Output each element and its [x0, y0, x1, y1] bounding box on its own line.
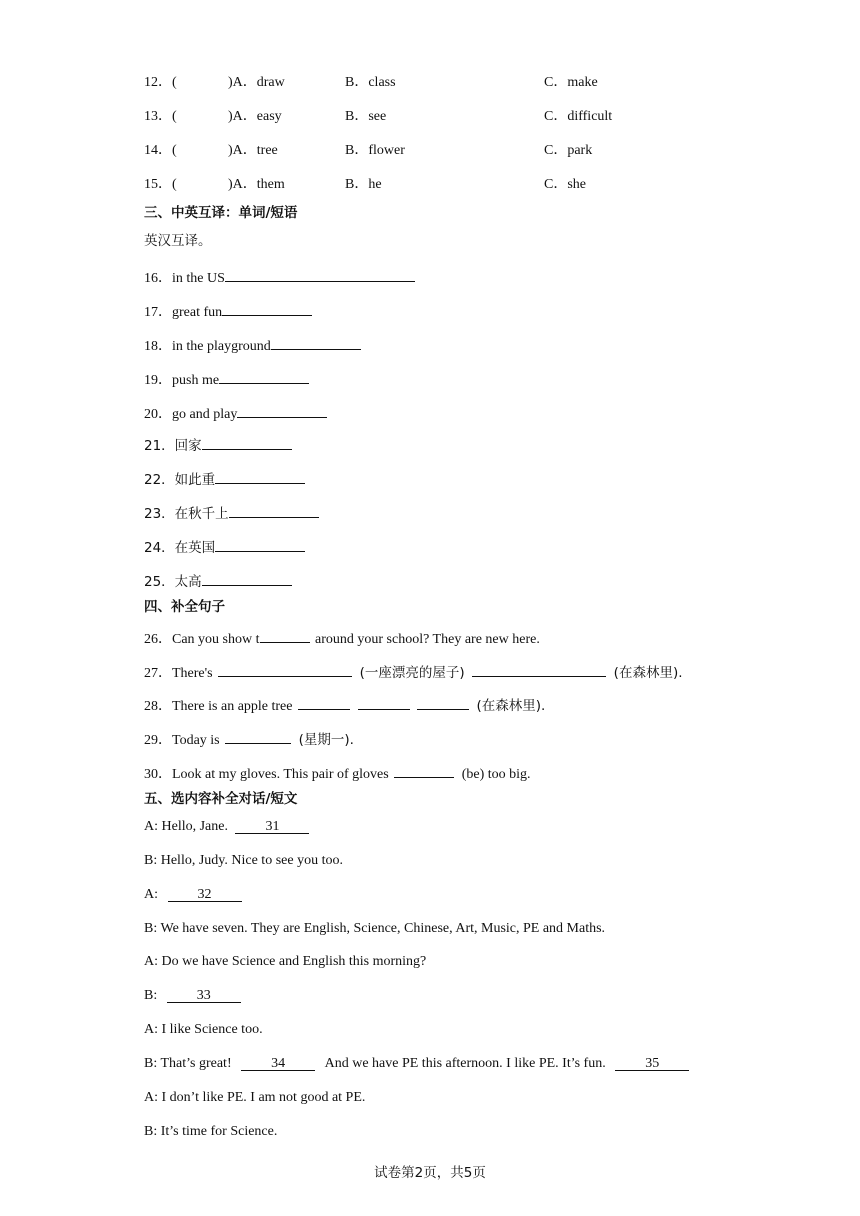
option-c: C．park: [544, 143, 593, 158]
option-b: B．he: [345, 177, 382, 192]
question-text: 28．There is an apple tree: [144, 699, 293, 714]
option-c: C．she: [544, 177, 586, 192]
question-28: [144, 694, 545, 716]
question-30: [144, 762, 531, 784]
mc-row-14: [144, 142, 744, 160]
answer-blank[interactable]: [358, 694, 410, 710]
dialogue-text: B:: [144, 988, 158, 1003]
translation-item-24: [144, 536, 305, 558]
dialogue-text: B: That’s great!: [144, 1056, 232, 1071]
translation-item-23: [144, 502, 319, 524]
question-text: 26．Can you show t: [144, 632, 260, 647]
dialogue-text: A: Hello, Jane.: [144, 819, 228, 834]
translation-item-21: [144, 434, 292, 456]
question-26: [144, 627, 540, 649]
answer-blank[interactable]: [202, 570, 292, 586]
dialogue-line: [144, 818, 309, 836]
mc-row-12: [144, 74, 744, 92]
answer-blank-34[interactable]: [241, 1055, 315, 1071]
question-text: 30．Look at my gloves. This pair of gloves: [144, 767, 389, 782]
answer-blank[interactable]: [417, 694, 469, 710]
answer-blank[interactable]: [222, 300, 312, 316]
option-c: C．make: [544, 75, 598, 90]
question-27: [144, 661, 683, 683]
option-c: C．difficult: [544, 109, 613, 124]
question-text: (be) too big.: [461, 767, 531, 782]
hint-text: (在森林里).: [476, 698, 546, 714]
dialogue-line: B: It’s time for Science.: [144, 1124, 278, 1139]
option-a: )A．tree: [228, 143, 278, 158]
section-instruction: 英汉互译。: [144, 233, 212, 249]
option-a: )A．draw: [228, 75, 285, 90]
answer-blank[interactable]: [219, 368, 309, 384]
blank-number: 33: [196, 988, 211, 1003]
mc-num: 15．(: [144, 177, 177, 192]
answer-blank[interactable]: [394, 762, 454, 778]
option-b: B．flower: [345, 143, 405, 158]
answer-blank[interactable]: [472, 661, 606, 677]
translation-item-16: [144, 266, 415, 288]
item-text: 21．回家: [144, 438, 202, 454]
mc-num: 12．(: [144, 75, 177, 90]
dialogue-line: B: We have seven. They are English, Science, Chinese, Art, Music, PE and Maths.: [144, 921, 606, 936]
question-text: 27．There's: [144, 666, 213, 681]
blank-number: 34: [271, 1056, 286, 1071]
translation-item-17: [144, 300, 312, 322]
item-text: 19．push me: [144, 373, 220, 388]
blank-number: 32: [197, 887, 212, 902]
item-text: 25．太高: [144, 574, 202, 590]
dialogue-line: A: Do we have Science and English this morning?: [144, 954, 427, 969]
question-text: 29．Today is: [144, 733, 220, 748]
item-text: 22．如此重: [144, 472, 216, 488]
mc-row-15: [144, 176, 744, 194]
question-29: [144, 728, 354, 750]
dialogue-line: [144, 886, 242, 904]
hint-text: (星期一).: [298, 732, 354, 748]
answer-blank[interactable]: [225, 728, 291, 744]
answer-blank[interactable]: [229, 502, 319, 518]
translation-item-25: [144, 570, 292, 592]
translation-item-20: [144, 402, 327, 424]
item-text: 23．在秋千上: [144, 506, 229, 522]
hint-text: (一座漂亮的屋子): [359, 665, 465, 681]
dialogue-line: B: Hello, Judy. Nice to see you too.: [144, 853, 343, 868]
item-text: 16．in the US: [144, 271, 225, 286]
answer-blank[interactable]: [215, 468, 305, 484]
blank-number: 31: [265, 819, 280, 834]
answer-blank-32[interactable]: [168, 886, 242, 902]
option-b: B．class: [345, 75, 396, 90]
mc-row-13: [144, 108, 744, 126]
answer-blank[interactable]: [215, 536, 305, 552]
answer-blank[interactable]: [271, 334, 361, 350]
translation-item-18: [144, 334, 361, 356]
item-text: 18．in the playground: [144, 339, 271, 354]
answer-blank[interactable]: [225, 266, 415, 282]
dialogue-line: [144, 987, 241, 1005]
translation-item-22: [144, 468, 305, 490]
answer-blank-31[interactable]: [235, 818, 309, 834]
answer-blank[interactable]: [218, 661, 352, 677]
item-text: 20．go and play: [144, 407, 238, 422]
answer-blank-33[interactable]: [167, 987, 241, 1003]
section-heading-3: 三、中英互译：单词/短语: [144, 205, 298, 221]
mc-num: 13．(: [144, 109, 177, 124]
item-text: 24．在英国: [144, 540, 216, 556]
dialogue-text: A:: [144, 887, 158, 902]
question-text: around your school? They are new here.: [315, 632, 540, 647]
dialogue-text: And we have PE this afternoon. I like PE. It’s fun.: [324, 1056, 606, 1071]
page-footer: 试卷第2页，共5页: [374, 1165, 486, 1181]
option-a: )A．easy: [228, 109, 282, 124]
option-a: )A．them: [228, 177, 285, 192]
section-heading-5: 五、选内容补全对话/短文: [144, 791, 298, 807]
dialogue-line: A: I don’t like PE. I am not good at PE.: [144, 1090, 366, 1105]
hint-text: (在森林里).: [613, 665, 683, 681]
answer-blank-35[interactable]: [615, 1055, 689, 1071]
blank-number: 35: [645, 1056, 660, 1071]
item-text: 17．great fun: [144, 305, 223, 320]
translation-item-19: [144, 368, 309, 390]
answer-blank[interactable]: [260, 627, 310, 643]
answer-blank[interactable]: [298, 694, 350, 710]
dialogue-line: [144, 1055, 689, 1073]
section-heading-4: 四、补全句子: [144, 599, 225, 615]
option-b: B．see: [345, 109, 387, 124]
dialogue-line: A: I like Science too.: [144, 1022, 263, 1037]
answer-blank[interactable]: [202, 434, 292, 450]
answer-blank[interactable]: [237, 402, 327, 418]
mc-num: 14．(: [144, 143, 177, 158]
